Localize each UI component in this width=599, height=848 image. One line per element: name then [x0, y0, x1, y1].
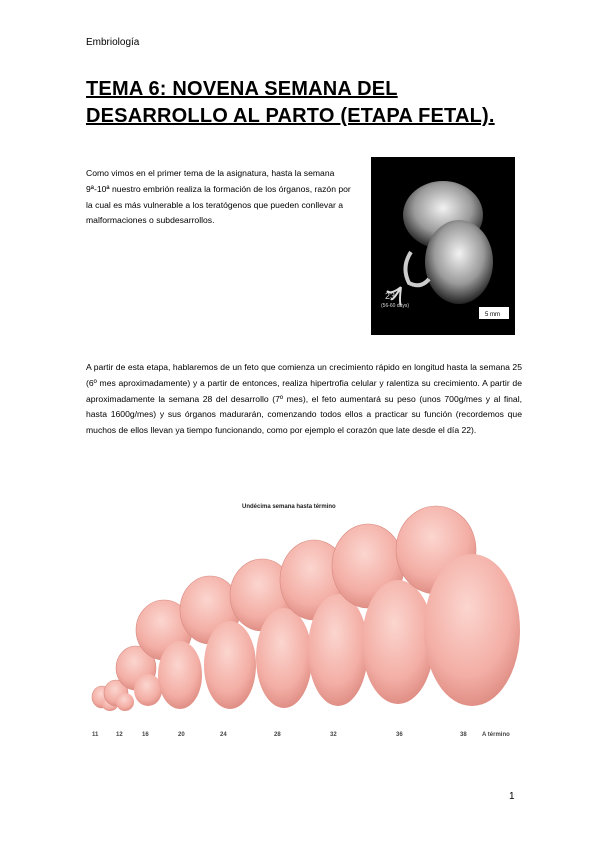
week-label: 16	[142, 732, 149, 738]
embryo-stage-number: 23	[385, 291, 396, 301]
week-labels	[92, 732, 510, 738]
running-header: Embriología	[86, 37, 140, 48]
week-label: 36	[396, 732, 403, 738]
week-label: 12	[116, 732, 123, 738]
page-title: TEMA 6: NOVENA SEMANA DEL DESARROLLO AL PARTO (ETAPA FETAL).	[86, 78, 495, 127]
embryo-photo	[371, 157, 515, 335]
week-label: 32	[330, 732, 337, 738]
scale-bar-label: 5 mm	[485, 312, 500, 318]
figure-caption: Undécima semana hasta término	[242, 504, 336, 510]
embryo-body-shape	[425, 220, 493, 304]
growth-paragraph: A partir de esta etapa, hablaremos de un feto que comienza un crecimiento rápido en longitud hasta la semana 25 (6º mes aproximadamente) y a partir de entonces, realiza hipertrofia celular y ralentiza su crecimiento. A partir de aproximadamente la semana 28 del desarrollo (7º mes), el feto aumentará su peso (unos 700g/mes y al final, hasta 1600g/mes) y sus órganos madurarán, comenzando todos ellos a practicar su función (recordemos que muchos de ellos llevan ya tiempo funcionando, como por ejemplo el corazón que late desde el día 22).	[86, 362, 522, 436]
page-number: 1	[509, 791, 515, 802]
week-label: 11	[92, 732, 99, 738]
embryo-stage-days: (56-60 days)	[381, 303, 410, 309]
fetus-silhouettes	[92, 506, 520, 711]
week-label: 24	[220, 732, 227, 738]
week-label: 28	[274, 732, 281, 738]
fetal-growth-figure	[72, 490, 534, 748]
week-label: 38	[460, 732, 467, 738]
term-label: A término	[482, 732, 510, 738]
week-label: 20	[178, 732, 185, 738]
intro-paragraph: Como vimos en el primer tema de la asignatura, hasta la semana 9ª-10ª nuestro embrión realiza la formación de los órganos, razón por la cual es más vulnerable a los teratógenos que pueden conllevar a malformaciones o subdesarrollos.	[86, 168, 351, 226]
